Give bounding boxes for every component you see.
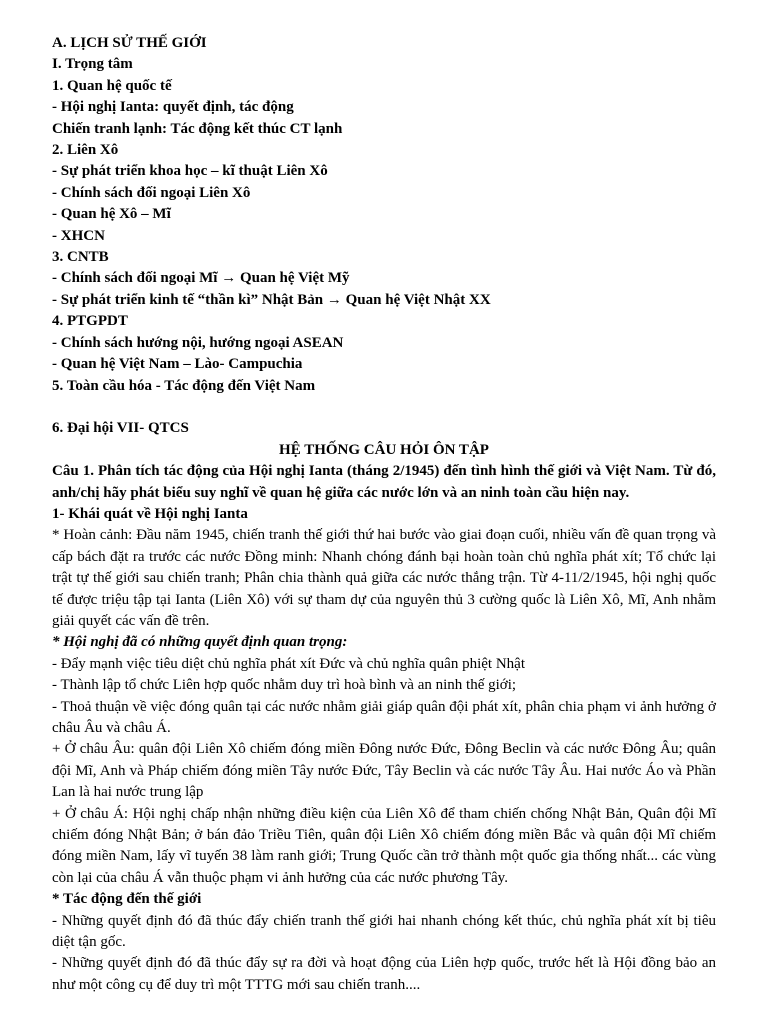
decision-item: - Đẩy mạnh việc tiêu diệt chủ nghĩa phát xít Đức và chủ nghĩa quân phiệt Nhật: [52, 655, 525, 672]
section-heading: A. LỊCH SỬ THẾ GIỚI: [52, 35, 207, 51]
outline-item: - Quan hệ Xô – Mĩ: [52, 206, 171, 223]
outline-item: - Quan hệ Việt Nam – Lào- Campuchia: [52, 356, 303, 373]
focus-heading: I. Trọng tâm: [52, 56, 133, 73]
impact-item: - Những quyết định đó đã thúc đẩy sự ra đời và hoạt động của Liên hợp quốc, trước hết là Hội đồng bảo an như một công cụ để duy trì một TTTG mới sau chiến tranh....: [52, 955, 716, 993]
outline-item: Chiến tranh lạnh: Tác động kết thúc CT lạnh: [52, 120, 343, 137]
outline-item: - XHCN: [52, 227, 105, 244]
outline-item: - Sự phát triển khoa học – kĩ thuật Liên Xô: [52, 163, 328, 180]
outline-heading-2: 2. Liên Xô: [52, 142, 119, 159]
decision-item: + Ở châu Á: Hội nghị chấp nhận những điều kiện của Liên Xô để tham chiến chống Nhật Bản, Quân đội Mĩ chiếm đóng Nhật Bản; ở bán đảo Triều Tiên, quân đội Liên Xô chiếm đóng miền Bắc và quân đội Mĩ chiếm đóng miền Nam, lấy vĩ tuyến 38 làm ranh giới; Trung Quốc cần trở thành một quốc gia thống nhất... các vùng còn lại của châu Á vẫn thuộc phạm vi ảnh hưởng của các nước phương Tây.: [52, 805, 716, 886]
outline-heading-5: 5. Toàn cầu hóa - Tác động đến Việt Nam: [52, 377, 316, 394]
impact-heading: * Tác động đến thế giới: [52, 891, 202, 908]
outline-heading-6: 6. Đại hội VII- QTCS: [52, 420, 189, 437]
outline-heading-4: 4. PTGPDT: [52, 313, 128, 330]
overview-heading: 1- Khái quát về Hội nghị Ianta: [52, 505, 248, 522]
review-title: HỆ THỐNG CÂU HỎI ÔN TẬP: [279, 441, 489, 458]
context-paragraph: * Hoàn cảnh: Đầu năm 1945, chiến tranh thế giới thứ hai bước vào giai đoạn cuối, nhiều vấn đề quan trọng và cấp bách đặt ra trước các nước Đồng minh: Nhanh chóng đánh bại hoàn toàn chủ nghĩa phát xít; Tổ chức lại trật tự thế giới sau chiến tranh; Phân chia thành quả giữa các nước thắng trận. Từ 4-11/2/1945, hội nghị quốc tế được triệu tập tại Ianta (Liên Xô) với sự tham dự của nguyên thủ 3 cường quốc là Liên Xô, Mĩ, Anh nhằm giải quyết các vấn đề trên.: [52, 527, 716, 629]
outline-heading-1: 1. Quan hệ quốc tế: [52, 77, 172, 94]
outline-item: - Chính sách hướng nội, hướng ngoại ASEAN: [52, 334, 344, 351]
decision-item: + Ở châu Âu: quân đội Liên Xô chiếm đóng miền Đông nước Đức, Đông Beclin và các nước Đông Âu; quân đội Mĩ, Anh và Pháp chiếm đóng miền Tây nước Đức, Tây Beclin và các nước Tây Âu. Hai nước Áo và Phần Lan là hai nước trung lập: [52, 741, 716, 801]
outline-item: - Chính sách đối ngoại Liên Xô: [52, 184, 251, 201]
outline-item: - Chính sách đối ngoại Mĩ → Quan hệ Việt Mỹ: [52, 270, 350, 287]
outline-item: - Sự phát triển kinh tế “thần kì” Nhật Bản → Quan hệ Việt Nhật XX: [52, 291, 491, 308]
blank-line: [52, 397, 716, 418]
impact-item: - Những quyết định đó đã thúc đẩy chiến tranh thế giới hai nhanh chóng kết thúc, chủ nghĩa phát xít bị tiêu diệt tận gốc.: [52, 912, 716, 951]
decision-item: - Thành lập tổ chức Liên hợp quốc nhằm duy trì hoà bình và an ninh thế giới;: [52, 677, 517, 694]
outline-item: - Hội nghị Ianta: quyết định, tác động: [52, 99, 294, 116]
decision-item: - Thoả thuận về việc đóng quân tại các nước nhằm giải giáp quân đội phát xít, phân chia phạm vi ảnh hưởng ở châu Âu và châu Á.: [52, 698, 716, 736]
outline-heading-3: 3. CNTB: [52, 249, 109, 266]
question-1: Câu 1. Phân tích tác động của Hội nghị Ianta (tháng 2/1945) đến tình hình thế giới và Việt Nam. Từ đó, anh/chị hãy phát biểu suy nghĩ về quan hệ giữa các nước lớn và an ninh toàn cầu hiện nay.: [52, 463, 716, 501]
decisions-heading: * Hội nghị đã có những quyết định quan trọng:: [52, 634, 348, 651]
